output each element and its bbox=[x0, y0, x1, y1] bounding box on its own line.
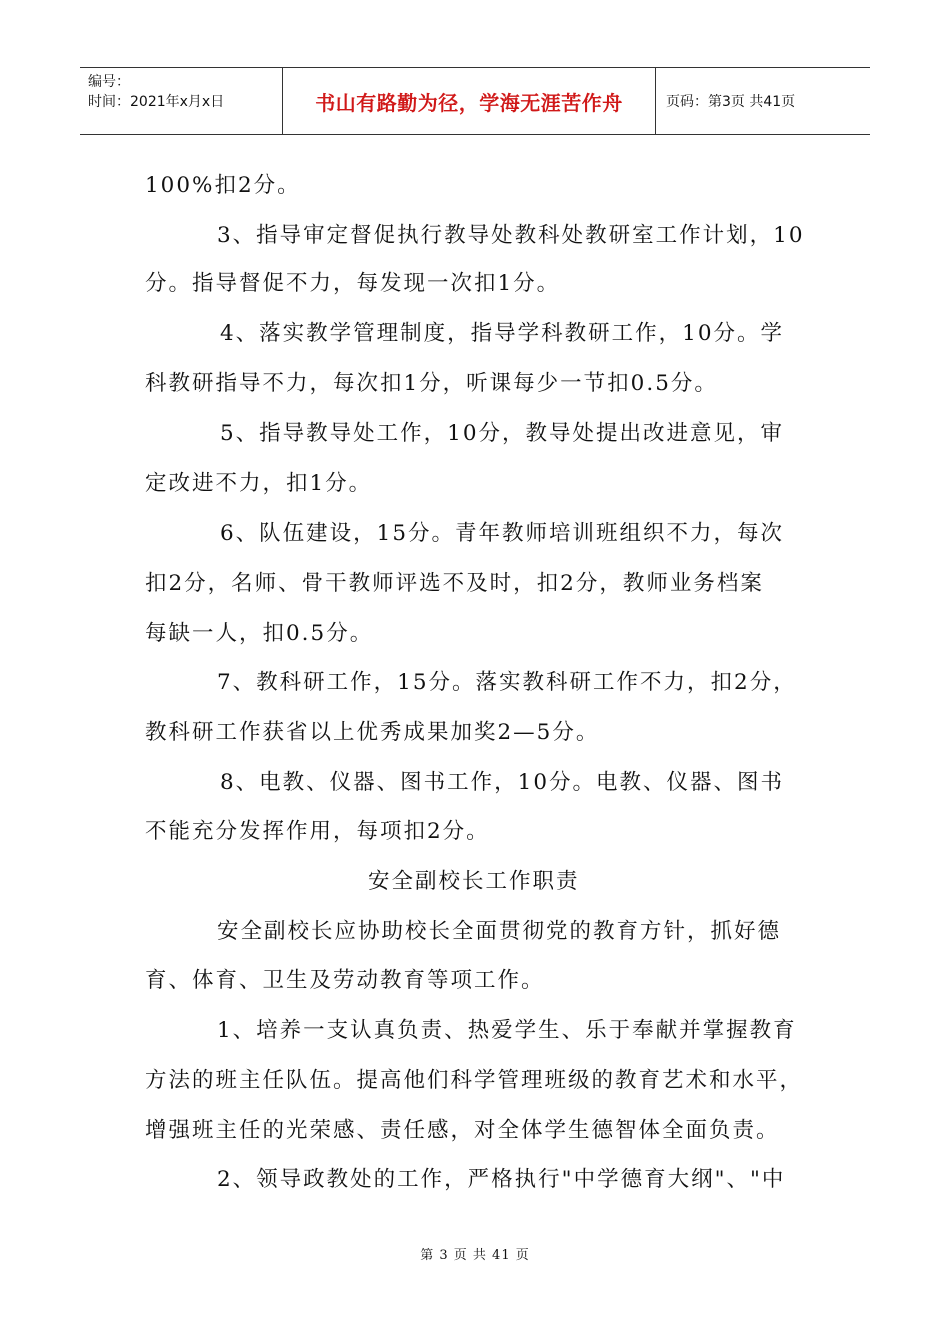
body-line: 每缺一人，扣0.5分。 bbox=[145, 621, 374, 646]
body-line: 5、指导教导处工作，10分，教导处提出改进意见，审 bbox=[220, 421, 785, 446]
document-header bbox=[80, 67, 870, 135]
page-footer: 第 3 页 共 41 页 bbox=[420, 1248, 530, 1263]
header-page-info: 页码：第3页 共41页 bbox=[666, 94, 796, 110]
body-line: 1、培养一支认真负责、热爱学生、乐于奉献并掌握教育 bbox=[217, 1018, 797, 1043]
body-line: 不能充分发挥作用，每项扣2分。 bbox=[145, 819, 490, 844]
body-line: 6、队伍建设，15分。青年教师培训班组织不力，每次 bbox=[220, 521, 785, 546]
body-line: 科教研指导不力，每次扣1分，听课每少一节扣0.5分。 bbox=[145, 371, 718, 396]
body-line: 7、教科研工作，15分。落实教科研工作不力，扣2分， bbox=[217, 670, 797, 695]
body-line: 8、电教、仪器、图书工作，10分。电教、仪器、图书 bbox=[220, 770, 785, 795]
date-label: 时间：2021年x月x日 bbox=[88, 94, 225, 110]
body-line: 教科研工作获省以上优秀成果加奖2—5分。 bbox=[145, 720, 600, 745]
section-title: 安全副校长工作职责 bbox=[368, 869, 580, 894]
header-motto: 书山有路勤为径，学海无涯苦作舟 bbox=[283, 68, 656, 134]
body-line: 分。指导督促不力，每发现一次扣1分。 bbox=[145, 271, 561, 296]
header-meta bbox=[80, 68, 283, 134]
code-label: 编号： bbox=[88, 74, 130, 90]
body-line: 2、领导政教处的工作，严格执行"中学德育大纲"、"中 bbox=[217, 1167, 786, 1192]
body-line: 方法的班主任队伍。提高他们科学管理班级的教育艺术和水平， bbox=[145, 1068, 804, 1093]
body-line: 扣2分，名师、骨干教师评选不及时，扣2分，教师业务档案 bbox=[145, 571, 764, 596]
body-line: 100%扣2分。 bbox=[145, 173, 301, 198]
body-line: 定改进不力，扣1分。 bbox=[145, 471, 373, 496]
body-line: 安全副校长应协助校长全面贯彻党的教育方针，抓好德 bbox=[217, 919, 782, 944]
body-line: 3、指导审定督促执行教导处教科处教研室工作计划，10 bbox=[217, 223, 805, 248]
body-line: 4、落实教学管理制度，指导学科教研工作，10分。学 bbox=[220, 321, 785, 346]
body-line: 育、体育、卫生及劳动教育等项工作。 bbox=[145, 968, 545, 993]
body-line: 增强班主任的光荣感、责任感，对全体学生德智体全面负责。 bbox=[145, 1118, 780, 1143]
